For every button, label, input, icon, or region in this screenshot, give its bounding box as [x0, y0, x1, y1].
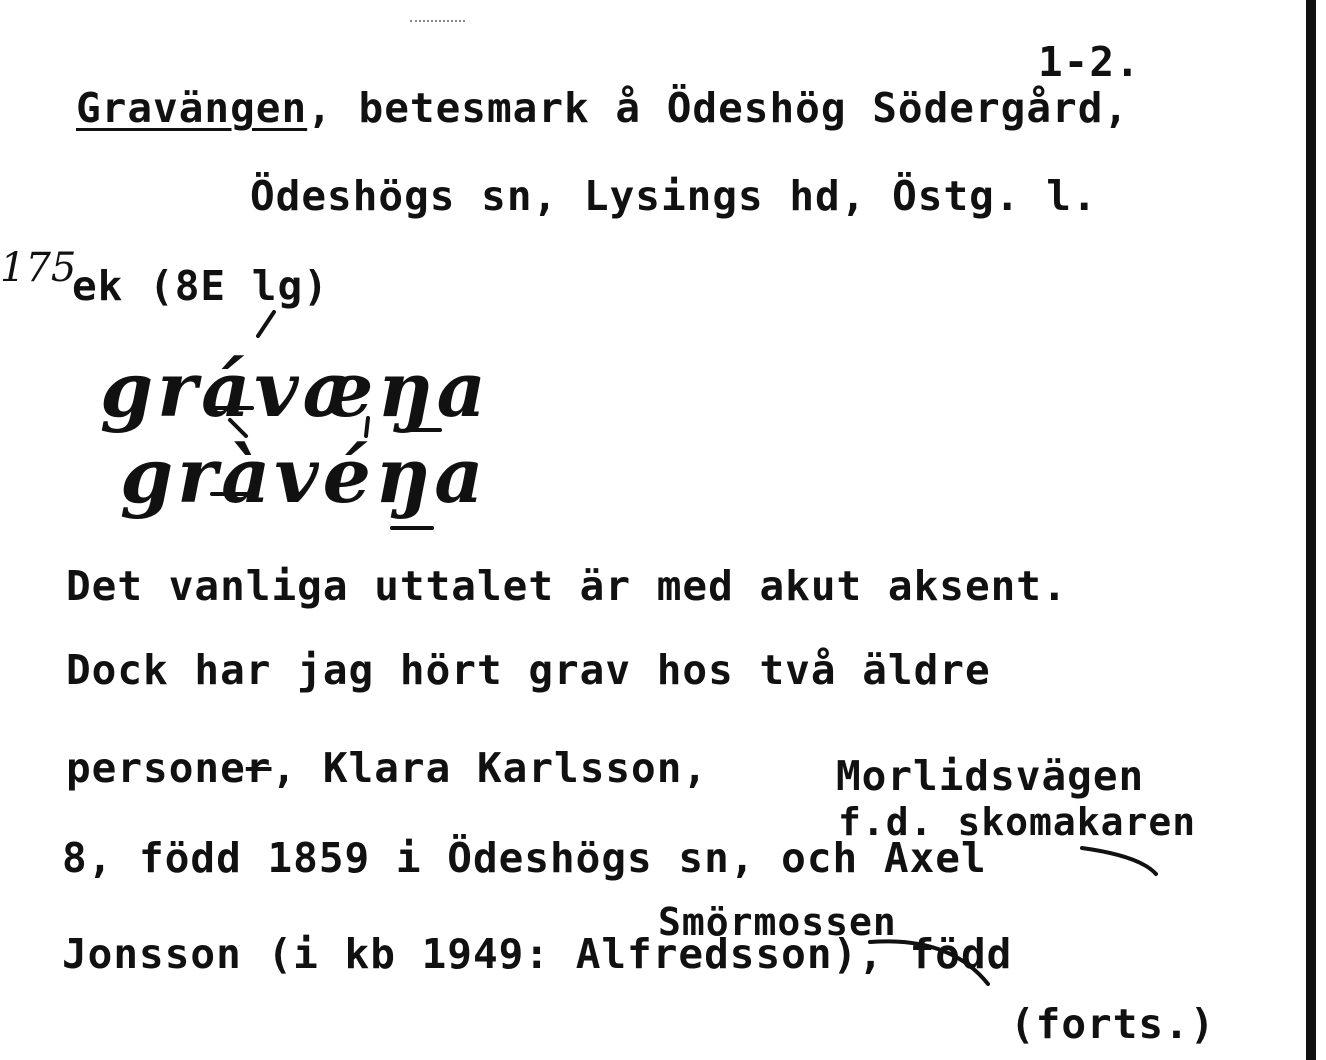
- body-line-2: Dock har jag hört grav hos två äldre: [66, 646, 991, 694]
- body-line-5-end: , född: [858, 930, 1013, 978]
- body-line-5: [62, 930, 1013, 978]
- map-reference: ek (8E lg): [72, 262, 329, 310]
- body-line-5-start: Jonsson (i kb 1949:: [62, 930, 576, 978]
- heading-line: [76, 84, 1130, 132]
- body-line-4: 8, född 1859 i Ödeshögs sn, och Axel: [62, 834, 987, 882]
- heading-rest: , betesmark å Ödeshög Södergård,: [307, 84, 1130, 132]
- handwritten-ref-number: 175: [0, 245, 77, 291]
- body-line-5-name: Alfredsson): [575, 930, 859, 978]
- body-line-3-start: persone: [66, 744, 246, 792]
- body-line-3: [66, 744, 734, 792]
- address-text: Morlidsvägen: [836, 752, 1145, 800]
- body-line-3-mid: , Klara Karlsson,: [271, 744, 734, 792]
- insertion-place: Smörmossen: [658, 900, 897, 944]
- continued-note: (forts.): [1010, 1000, 1216, 1048]
- headword: Gravängen: [76, 84, 308, 132]
- location-line: Ödeshögs sn, Lysings hd, Östg. l.: [250, 172, 1098, 220]
- body-line-1: Det vanliga uttalet är med akut aksent.: [66, 562, 1068, 610]
- struck-letter: r: [245, 744, 272, 792]
- acute-mark: [258, 312, 274, 336]
- insertion-arrow-1: [1082, 848, 1156, 874]
- pronunciation-acute: grávæŋa: [100, 345, 490, 434]
- pronunciation-grave: gràvéŋa: [120, 431, 488, 520]
- card-number: 1-2.: [1038, 38, 1141, 86]
- right-edge-rule: [1306, 0, 1316, 1060]
- insertion-occupation: f.d. skomakaren: [838, 800, 1197, 844]
- dotted-mark: [410, 20, 465, 22]
